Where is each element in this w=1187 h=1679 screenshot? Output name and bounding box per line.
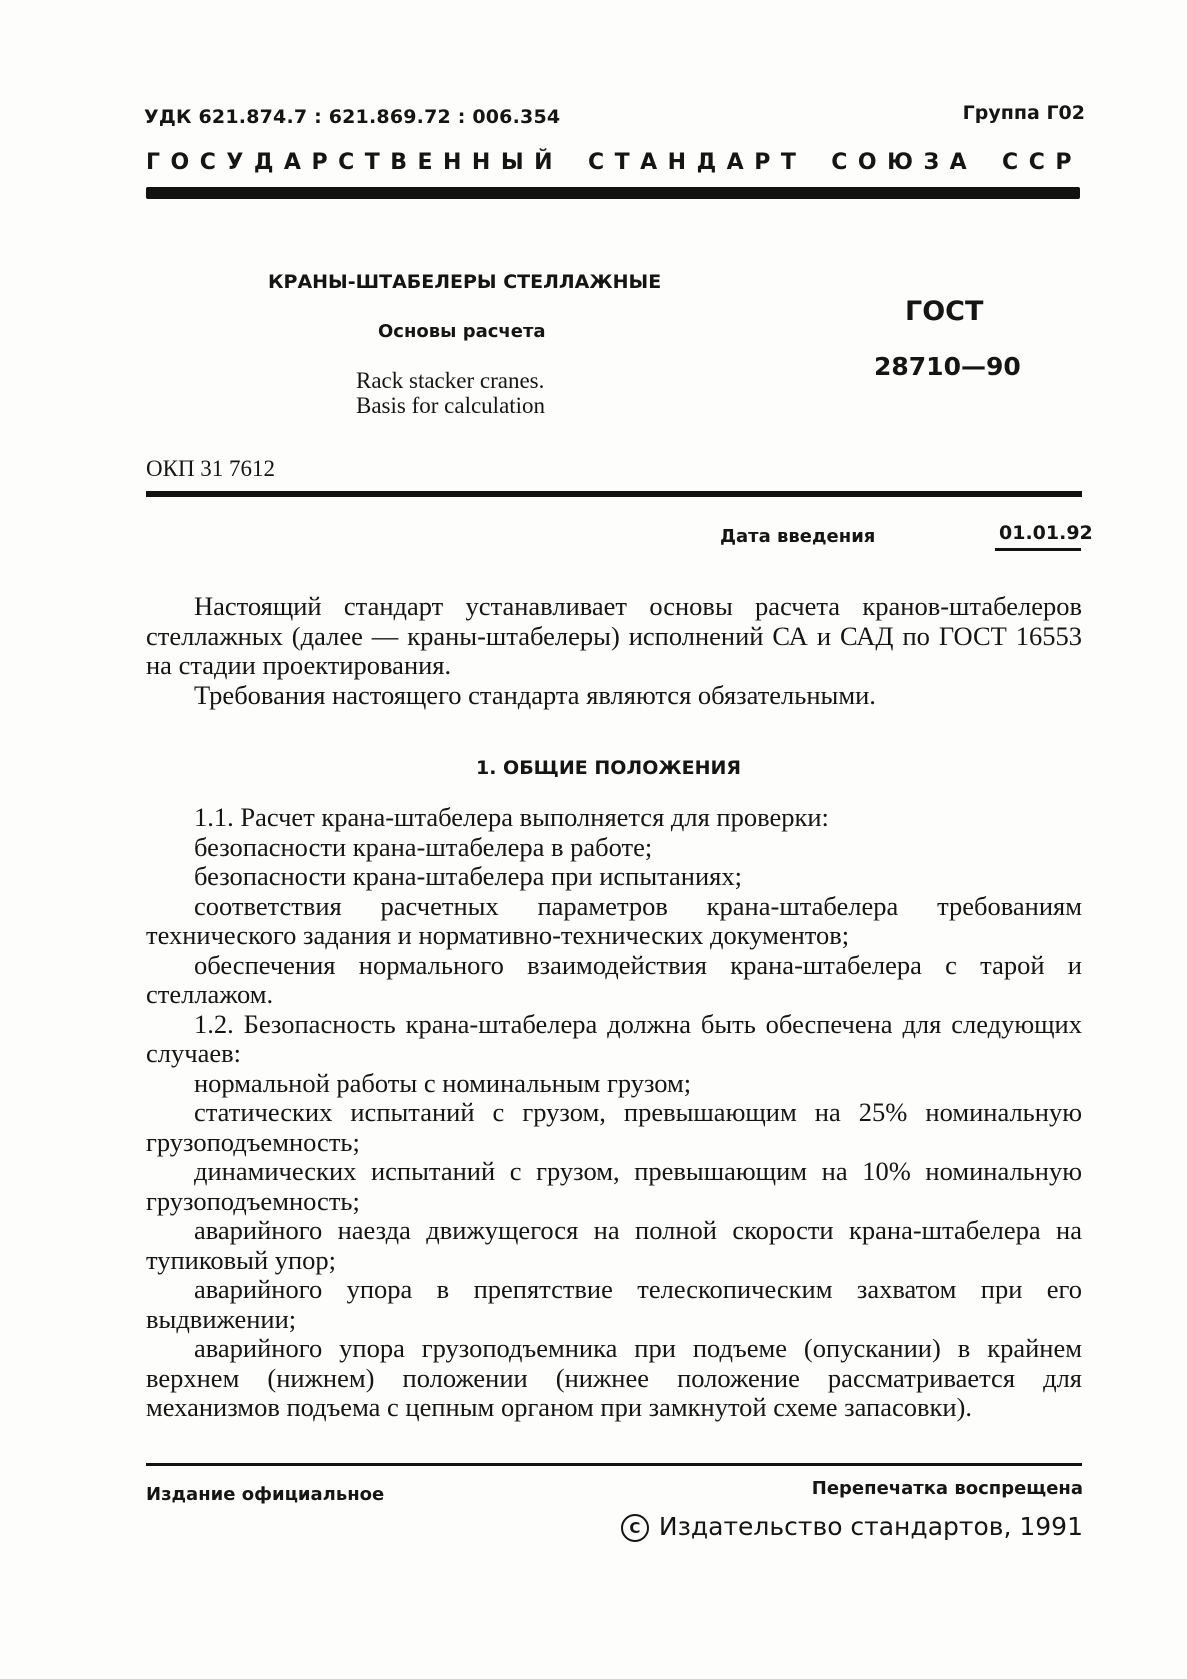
effective-date-value: 01.01.92 xyxy=(999,522,1093,544)
body-paragraph: безопасности крана-штабелера при испытаниях; xyxy=(194,861,742,891)
body-paragraph: аварийного наезда движущегося на полной скорости крана-штабелера на тупиковый упор; xyxy=(146,1215,1082,1275)
effective-date-label: Дата введения xyxy=(720,526,876,547)
body-paragraph: соответствия расчетных параметров крана-штабелера требованиям технического задания и нормативно-технических документов; xyxy=(146,890,1082,950)
state-standard-word: СОЮЗА xyxy=(831,150,978,175)
english-title-line: Rack stacker cranes. xyxy=(356,368,545,393)
okp-code: ОКП 31 7612 xyxy=(146,456,276,481)
english-title-line: Basis for calculation xyxy=(356,393,546,418)
copyright-line xyxy=(621,1512,1083,1542)
body-paragraph: обеспечения нормального взаимодействия крана-штабелера с тарой и стеллажом. xyxy=(146,949,1082,1009)
body-paragraph: динамических испытаний с грузом, превышающим на 10% номинальную грузоподъемность; xyxy=(146,1156,1082,1216)
body-paragraph: нормальной работы с номинальным грузом; xyxy=(194,1067,692,1098)
body-paragraph: аварийного упора в препятствие телескопическим захватом при его выдвижении; xyxy=(146,1274,1082,1334)
header-divider xyxy=(146,187,1080,199)
standard-title: КРАНЫ-ШТАБЕЛЕРЫ СТЕЛЛАЖНЫЕ xyxy=(268,271,662,293)
body-paragraph: аварийного упора грузоподъемника при подъеме (опускании) в крайнем верхнем (нижнем) положении (нижнее положение рассматривается для механизмов подъема с цепным органом при замкнутой схеме запасовки). xyxy=(146,1333,1082,1422)
section-body-text xyxy=(146,803,1082,1423)
body-paragraph: 1.1. Расчет крана-штабелера выполняется для проверки: xyxy=(194,802,829,832)
copyright-text: Издательство стандартов, 1991 xyxy=(658,1512,1083,1541)
body-paragraph: 1.2. Безопасность крана-штабелера должна быть обеспечена для следующих случаев: xyxy=(146,1008,1082,1068)
udk-code: УДК 621.874.7 : 621.869.72 : 006.354 xyxy=(144,106,561,128)
copyright-icon: C xyxy=(621,1514,649,1542)
state-standard-word: СТАНДАРТ xyxy=(588,150,807,175)
state-standard-word: ССР xyxy=(1002,150,1082,175)
gost-number: 28710—90 xyxy=(874,352,1021,381)
date-underline xyxy=(995,548,1081,551)
body-paragraph: статических испытаний с грузом, превышающим на 25% номинальную грузоподъемность; xyxy=(146,1097,1082,1157)
official-edition-note: Издание официальное xyxy=(146,1484,385,1505)
title-divider xyxy=(146,491,1082,497)
body-paragraph: Требования настоящего стандарта являются обязательными. xyxy=(194,679,876,710)
introduction-text xyxy=(146,592,1082,710)
state-standard-heading xyxy=(146,150,1082,175)
body-paragraph: безопасности крана-штабелера в работе; xyxy=(194,831,653,862)
reprint-prohibited-note: Перепечатка воспрещена xyxy=(811,1478,1083,1499)
gost-label: ГОСТ xyxy=(905,296,984,327)
group-code: Группа Г02 xyxy=(962,102,1085,124)
body-paragraph: Настоящий стандарт устанавливает основы расчета кранов-штабелеров стеллажных (далее — краны-штабелеры) исполнений СА и САД по ГОСТ 16553 на стадии проектирования. xyxy=(146,591,1082,680)
standard-subtitle: Основы расчета xyxy=(378,321,546,342)
state-standard-word: ГОСУДАРСТВЕННЫЙ xyxy=(146,150,564,175)
section-heading: 1. ОБЩИЕ ПОЛОЖЕНИЯ xyxy=(476,757,742,779)
footer-divider xyxy=(146,1463,1082,1466)
